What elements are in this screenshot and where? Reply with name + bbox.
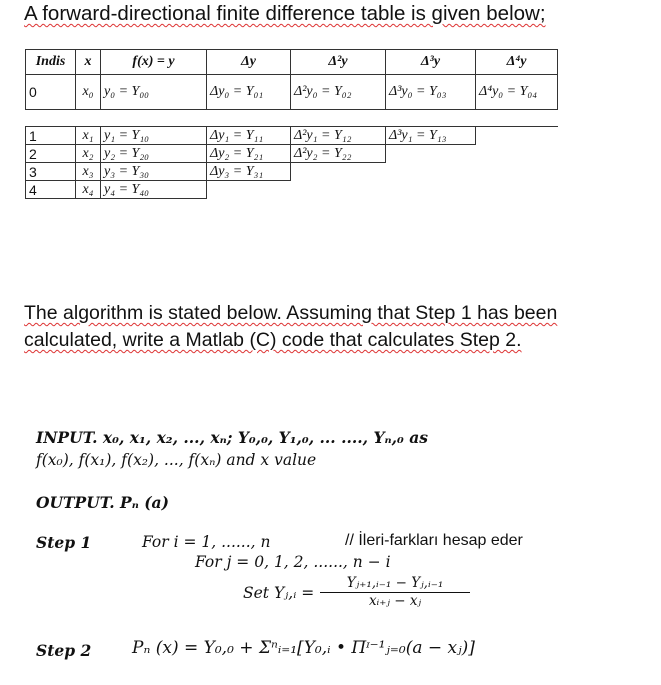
table-cell <box>386 163 476 181</box>
table-row <box>26 145 558 163</box>
table-cell: 1 <box>26 127 76 145</box>
header-cell: Δ²y <box>291 50 386 75</box>
step2-formula: Pₙ (x) = Y₀,₀ + Σⁿᵢ₌₁[Y₀,ᵢ • Πᶦ⁻¹ⱼ₌₀(a − xⱼ)] <box>132 638 475 658</box>
algorithm-input-line-1: INPUT. x₀, x₁, x₂, ..., xₙ; Y₀,₀, Y₁,₀, ... ...., Yₙ,₀ as <box>36 428 428 447</box>
table-cell: x₁ <box>76 127 101 145</box>
header-cell: x <box>76 50 101 75</box>
step2-label: Step 2 <box>36 641 92 660</box>
table-cell: Δ²y₀ = Y₀₂ <box>291 75 386 110</box>
table-cell: y₁ = Y₁₀ <box>101 127 207 145</box>
table-cell: x₀ <box>76 75 101 110</box>
algorithm-output: OUTPUT. Pₙ (a) <box>36 493 169 512</box>
step1-label: Step 1 <box>36 533 92 552</box>
step1-fraction <box>320 575 470 609</box>
table-cell: y₄ = Y₄₀ <box>101 181 207 199</box>
table-cell: y₂ = Y₂₀ <box>101 145 207 163</box>
table-cell: Δy₀ = Y₀₁ <box>207 75 291 110</box>
table-row <box>26 163 558 181</box>
step1-comment: // İleri-farkları hesap eder <box>345 532 523 549</box>
table-cell: Δ³y₀ = Y₀₃ <box>386 75 476 110</box>
step1-for-j: For j = 0, 1, 2, ......, n − i <box>195 553 391 571</box>
table-header-row <box>26 50 558 75</box>
table-row <box>26 75 558 110</box>
table-cell: 0 <box>26 75 76 110</box>
algorithm-input-line-2: f(x₀), f(x₁), f(x₂), ..., f(xₙ) and x value <box>36 451 317 469</box>
table-cell: Δ³y₁ = Y₁₃ <box>386 127 476 145</box>
table-cell: 4 <box>26 181 76 199</box>
instruction-line: calculated, write a Matlab (C) code that calculates Step 2. <box>24 329 522 351</box>
table-spacer-row <box>26 110 558 127</box>
fraction-denominator: xᵢ₊ⱼ − xⱼ <box>368 593 422 609</box>
step1-set: Set Yⱼ,ᵢ = <box>243 584 315 602</box>
table-cell <box>386 181 476 199</box>
table-cell: Δy₂ = Y₂₁ <box>207 145 291 163</box>
header-cell: Δy <box>207 50 291 75</box>
table-cell: y₀ = Y₀₀ <box>101 75 207 110</box>
fraction-numerator: Yⱼ₊₁,ᵢ₋₁ − Yⱼ,ᵢ₋₁ <box>320 575 470 593</box>
table-cell <box>476 163 558 181</box>
table-cell: x₂ <box>76 145 101 163</box>
table-cell <box>291 181 386 199</box>
table-cell: x₄ <box>76 181 101 199</box>
table-cell: Δ²y₁ = Y₁₂ <box>291 127 386 145</box>
finite-difference-table <box>25 49 558 199</box>
header-cell: Indis <box>26 50 76 75</box>
instruction-paragraph <box>24 300 644 354</box>
table-cell <box>207 181 291 199</box>
table-cell <box>386 145 476 163</box>
header-cell: Δ³y <box>386 50 476 75</box>
table-cell: Δy₃ = Y₃₁ <box>207 163 291 181</box>
header-cell: f(x) = y <box>101 50 207 75</box>
table-cell <box>476 181 558 199</box>
header-cell: Δ⁴y <box>476 50 558 75</box>
table-cell: 3 <box>26 163 76 181</box>
table-cell: y₃ = Y₃₀ <box>101 163 207 181</box>
table-cell: Δ²y₂ = Y₂₂ <box>291 145 386 163</box>
table-cell: Δ⁴y₀ = Y₀₄ <box>476 75 558 110</box>
table-cell: x₃ <box>76 163 101 181</box>
table-cell <box>476 127 558 145</box>
table-row <box>26 181 558 199</box>
table-row <box>26 127 558 145</box>
question-heading: A forward-directional finite difference table is given below; <box>24 2 546 25</box>
table-cell: 2 <box>26 145 76 163</box>
step1-for-i: For i = 1, ......, n <box>142 533 271 551</box>
table-cell <box>291 163 386 181</box>
table-cell: Δy₁ = Y₁₁ <box>207 127 291 145</box>
instruction-line: The algorithm is stated below. Assuming that Step 1 has been <box>24 302 558 324</box>
table-cell <box>476 145 558 163</box>
